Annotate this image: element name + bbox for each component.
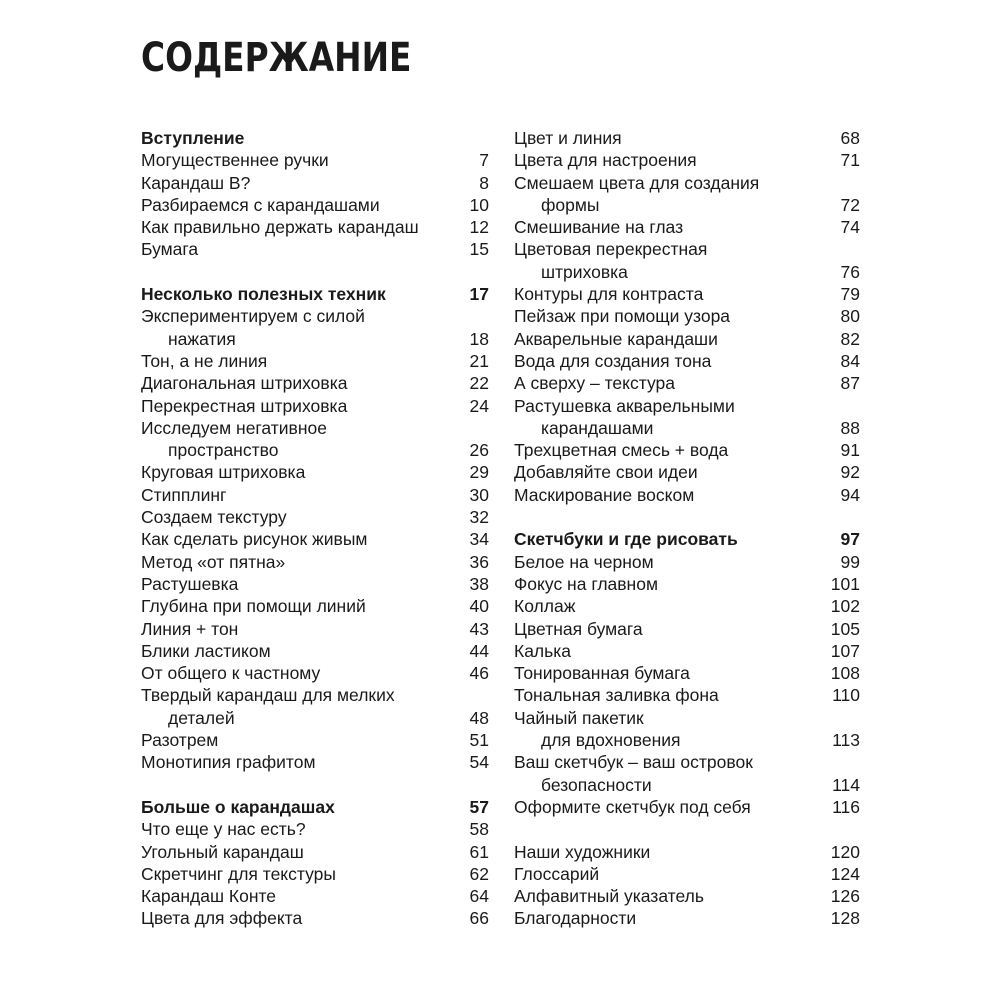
entry-title: А сверху – текстура bbox=[514, 373, 675, 394]
toc-entry bbox=[514, 305, 860, 327]
entry-title: Оформите скетчбук под себя bbox=[514, 796, 751, 817]
entry-title: Перекрестная штриховка bbox=[141, 395, 348, 416]
toc-entry bbox=[141, 684, 489, 729]
toc-entry bbox=[514, 640, 860, 662]
page-number: 38 bbox=[469, 573, 489, 594]
page-number: 82 bbox=[840, 328, 860, 349]
toc-entry bbox=[141, 461, 489, 483]
entry-title: Разотрем bbox=[141, 730, 219, 751]
toc-entry bbox=[514, 684, 860, 706]
toc-entry bbox=[514, 149, 860, 171]
section-gap bbox=[141, 261, 489, 283]
page-number: 116 bbox=[832, 796, 860, 817]
toc-entry bbox=[514, 395, 860, 440]
entry-title: Карандаш Конте bbox=[141, 886, 277, 907]
page-number: 21 bbox=[469, 350, 489, 371]
page-number: 120 bbox=[830, 841, 860, 862]
page-number: 58 bbox=[469, 819, 489, 840]
page-number: 71 bbox=[840, 150, 860, 171]
toc-entry bbox=[514, 751, 860, 796]
page-number: 8 bbox=[479, 172, 489, 193]
page-title: СОДЕРЖАНИЕ bbox=[141, 35, 412, 81]
toc-entry bbox=[514, 573, 860, 595]
toc-entry bbox=[141, 841, 489, 863]
entry-title: Глубина при помощи линий bbox=[141, 596, 366, 617]
page-number: 10 bbox=[469, 194, 489, 215]
entry-title: Коллаж bbox=[514, 596, 576, 617]
page-number: 80 bbox=[840, 306, 860, 327]
page-number: 101 bbox=[830, 573, 860, 594]
toc-right-column bbox=[514, 127, 860, 930]
page-number: 30 bbox=[469, 484, 489, 505]
toc-entry bbox=[141, 640, 489, 662]
page-number: 29 bbox=[469, 462, 489, 483]
toc-entry bbox=[514, 439, 860, 461]
page-number: 66 bbox=[469, 908, 489, 929]
entry-title: Цвет и линия bbox=[514, 128, 622, 148]
page-number: 7 bbox=[479, 150, 489, 171]
page-number: 107 bbox=[830, 640, 860, 661]
entry-title: Твердый карандаш для мелких деталей bbox=[141, 685, 395, 728]
entry-title: Создаем текстуру bbox=[141, 507, 287, 528]
toc-entry bbox=[514, 127, 860, 149]
page-number: 94 bbox=[840, 484, 860, 505]
page-number: 34 bbox=[469, 529, 489, 550]
page-number: 64 bbox=[469, 886, 489, 907]
page-number: 87 bbox=[840, 373, 860, 394]
page-number: 54 bbox=[469, 752, 489, 773]
toc-entry bbox=[141, 238, 489, 260]
section-title: Несколько полезных техник bbox=[141, 284, 386, 305]
toc-entry bbox=[141, 863, 489, 885]
entry-title: Контуры для контраста bbox=[514, 284, 704, 305]
entry-title: Маскирование воском bbox=[514, 484, 695, 505]
page-number: 46 bbox=[469, 663, 489, 684]
page-number: 61 bbox=[469, 841, 489, 862]
entry-title: Наши художники bbox=[514, 841, 651, 862]
page-number: 92 bbox=[840, 462, 860, 483]
page-number: 72 bbox=[840, 194, 860, 215]
entry-title: Стипплинг bbox=[141, 484, 227, 505]
entry-title: Экспериментируем с силой нажатия bbox=[141, 306, 365, 349]
toc-entry bbox=[514, 484, 860, 506]
page-number: 124 bbox=[830, 863, 860, 884]
toc-entry bbox=[514, 885, 860, 907]
toc-entry bbox=[514, 841, 860, 863]
entry-title: Растушевка акварельными карандашами bbox=[514, 395, 735, 438]
page-number: 51 bbox=[469, 730, 489, 751]
entry-title: Трехцветная смесь + вода bbox=[514, 440, 729, 461]
entry-title: Цвета для эффекта bbox=[141, 908, 303, 929]
section-title: Больше о карандашах bbox=[141, 796, 335, 817]
entry-title: Что еще у нас есть? bbox=[141, 819, 306, 840]
entry-title: Ваш скетчбук – ваш островок безопасности bbox=[514, 752, 753, 795]
entry-title: Фокус на главном bbox=[514, 573, 658, 594]
toc-entry bbox=[141, 417, 489, 462]
page-number: 128 bbox=[830, 908, 860, 929]
page-number: 113 bbox=[832, 730, 860, 751]
toc-entry bbox=[141, 216, 489, 238]
toc-entry bbox=[141, 595, 489, 617]
toc-entry bbox=[141, 729, 489, 751]
page-number: 32 bbox=[469, 507, 489, 528]
entry-title: Угольный карандаш bbox=[141, 841, 304, 862]
toc-entry bbox=[514, 551, 860, 573]
section-gap bbox=[514, 818, 860, 840]
toc-entry bbox=[141, 573, 489, 595]
page-number: 105 bbox=[830, 618, 860, 639]
section-gap bbox=[141, 774, 489, 796]
entry-title: Чайный пакетик для вдохновения bbox=[514, 707, 681, 751]
page-number: 18 bbox=[469, 328, 489, 349]
toc-entry bbox=[514, 618, 860, 640]
entry-title: Алфавитный указатель bbox=[514, 886, 704, 907]
entry-title: Монотипия графитом bbox=[141, 752, 316, 773]
entry-title: Как сделать рисунок живым bbox=[141, 529, 368, 550]
toc-entry bbox=[141, 528, 489, 550]
toc-entry bbox=[141, 618, 489, 640]
toc-entry bbox=[141, 194, 489, 216]
page-number: 44 bbox=[469, 640, 489, 661]
toc-entry bbox=[514, 283, 860, 305]
entry-title: Разбираемся с карандашами bbox=[141, 194, 380, 215]
entry-title: Калька bbox=[514, 640, 572, 661]
entry-title: Смешаем цвета для создания формы bbox=[514, 172, 760, 215]
entry-title: Добавляйте свои идеи bbox=[514, 462, 698, 483]
toc-entry bbox=[514, 863, 860, 885]
page-number: 84 bbox=[840, 350, 860, 371]
toc-entry bbox=[141, 305, 489, 350]
page-number: 76 bbox=[840, 261, 860, 282]
toc-entry bbox=[514, 595, 860, 617]
entry-title: Глоссарий bbox=[514, 863, 600, 884]
toc-entry bbox=[141, 506, 489, 528]
section-title: Вступление bbox=[141, 128, 245, 148]
page-number: 15 bbox=[469, 239, 489, 260]
entry-title: Цветная бумага bbox=[514, 618, 643, 639]
page-number: 126 bbox=[830, 886, 860, 907]
toc-entry bbox=[141, 484, 489, 506]
page-number: 36 bbox=[469, 551, 489, 572]
page-number: 57 bbox=[469, 796, 489, 817]
toc-entry bbox=[514, 372, 860, 394]
entry-title: Растушевка bbox=[141, 573, 239, 594]
toc-entry bbox=[514, 172, 860, 217]
page-number: 22 bbox=[469, 373, 489, 394]
toc-section-heading bbox=[141, 127, 489, 149]
entry-title: Тон, а не линия bbox=[141, 350, 268, 371]
entry-title: Диагональная штриховка bbox=[141, 373, 348, 394]
entry-title: Смешивание на глаз bbox=[514, 217, 684, 238]
page-number: 17 bbox=[469, 284, 489, 305]
toc-entry bbox=[141, 372, 489, 394]
page-number: 48 bbox=[469, 707, 489, 728]
toc-section-heading bbox=[514, 528, 860, 550]
toc-entry bbox=[514, 216, 860, 238]
entry-title: Могущественнее ручки bbox=[141, 150, 329, 171]
entry-title: Тонированная бумага bbox=[514, 663, 690, 684]
page-number: 79 bbox=[840, 284, 860, 305]
toc-entry bbox=[141, 885, 489, 907]
entry-title: Благодарности bbox=[514, 908, 637, 929]
entry-title: Тональная заливка фона bbox=[514, 685, 719, 706]
page-number: 99 bbox=[840, 551, 860, 572]
toc-left-column bbox=[141, 127, 489, 930]
toc-entry bbox=[141, 149, 489, 171]
entry-title: Цветовая перекрестная штриховка bbox=[514, 239, 708, 282]
toc-entry bbox=[514, 238, 860, 283]
toc-entry bbox=[514, 662, 860, 684]
toc-section-heading bbox=[141, 796, 489, 818]
toc-entry bbox=[141, 751, 489, 773]
entry-title: Линия + тон bbox=[141, 618, 239, 639]
entry-title: Блики ластиком bbox=[141, 640, 271, 661]
toc-entry bbox=[141, 350, 489, 372]
section-title: Скетчбуки и где рисовать bbox=[514, 529, 738, 550]
page-number: 88 bbox=[840, 417, 860, 438]
toc-section-heading bbox=[141, 283, 489, 305]
page-number: 24 bbox=[469, 395, 489, 416]
entry-title: Скретчинг для текстуры bbox=[141, 863, 336, 884]
toc-entry bbox=[514, 461, 860, 483]
entry-title: Акварельные карандаши bbox=[514, 328, 718, 349]
page-number: 97 bbox=[840, 529, 860, 550]
page-number: 114 bbox=[832, 774, 860, 795]
toc-entry bbox=[514, 796, 860, 818]
page-number: 62 bbox=[469, 863, 489, 884]
entry-title: Круговая штриховка bbox=[141, 462, 306, 483]
toc-entry bbox=[141, 551, 489, 573]
toc-entry bbox=[514, 707, 860, 752]
page-number: 110 bbox=[832, 685, 860, 706]
page-number: 43 bbox=[469, 618, 489, 639]
page-number: 108 bbox=[830, 663, 860, 684]
entry-title: Пейзаж при помощи узора bbox=[514, 306, 731, 327]
entry-title: Вода для создания тона bbox=[514, 350, 712, 371]
toc-entry bbox=[141, 395, 489, 417]
toc-entry bbox=[141, 662, 489, 684]
page-number: 91 bbox=[840, 440, 860, 461]
entry-title: Цвета для настроения bbox=[514, 150, 697, 171]
entry-title: От общего к частному bbox=[141, 663, 321, 684]
entry-title: Как правильно держать карандаш bbox=[141, 217, 419, 238]
toc-entry bbox=[514, 350, 860, 372]
entry-title: Белое на черном bbox=[514, 551, 654, 572]
toc-entry bbox=[141, 172, 489, 194]
page-number: 102 bbox=[830, 596, 860, 617]
toc-entry bbox=[141, 907, 489, 929]
page-number: 12 bbox=[469, 217, 489, 238]
toc-entry bbox=[514, 328, 860, 350]
toc-entry bbox=[514, 907, 860, 929]
entry-title: Бумага bbox=[141, 239, 199, 260]
page-number: 40 bbox=[469, 596, 489, 617]
toc-entry bbox=[141, 818, 489, 840]
page-number: 26 bbox=[469, 440, 489, 461]
entry-title: Карандаш B? bbox=[141, 172, 251, 193]
page-number: 74 bbox=[840, 217, 860, 238]
section-gap bbox=[514, 506, 860, 528]
entry-title: Метод «от пятна» bbox=[141, 551, 286, 572]
page-number: 68 bbox=[840, 128, 860, 148]
entry-title: Исследуем негативное пространство bbox=[141, 417, 327, 461]
